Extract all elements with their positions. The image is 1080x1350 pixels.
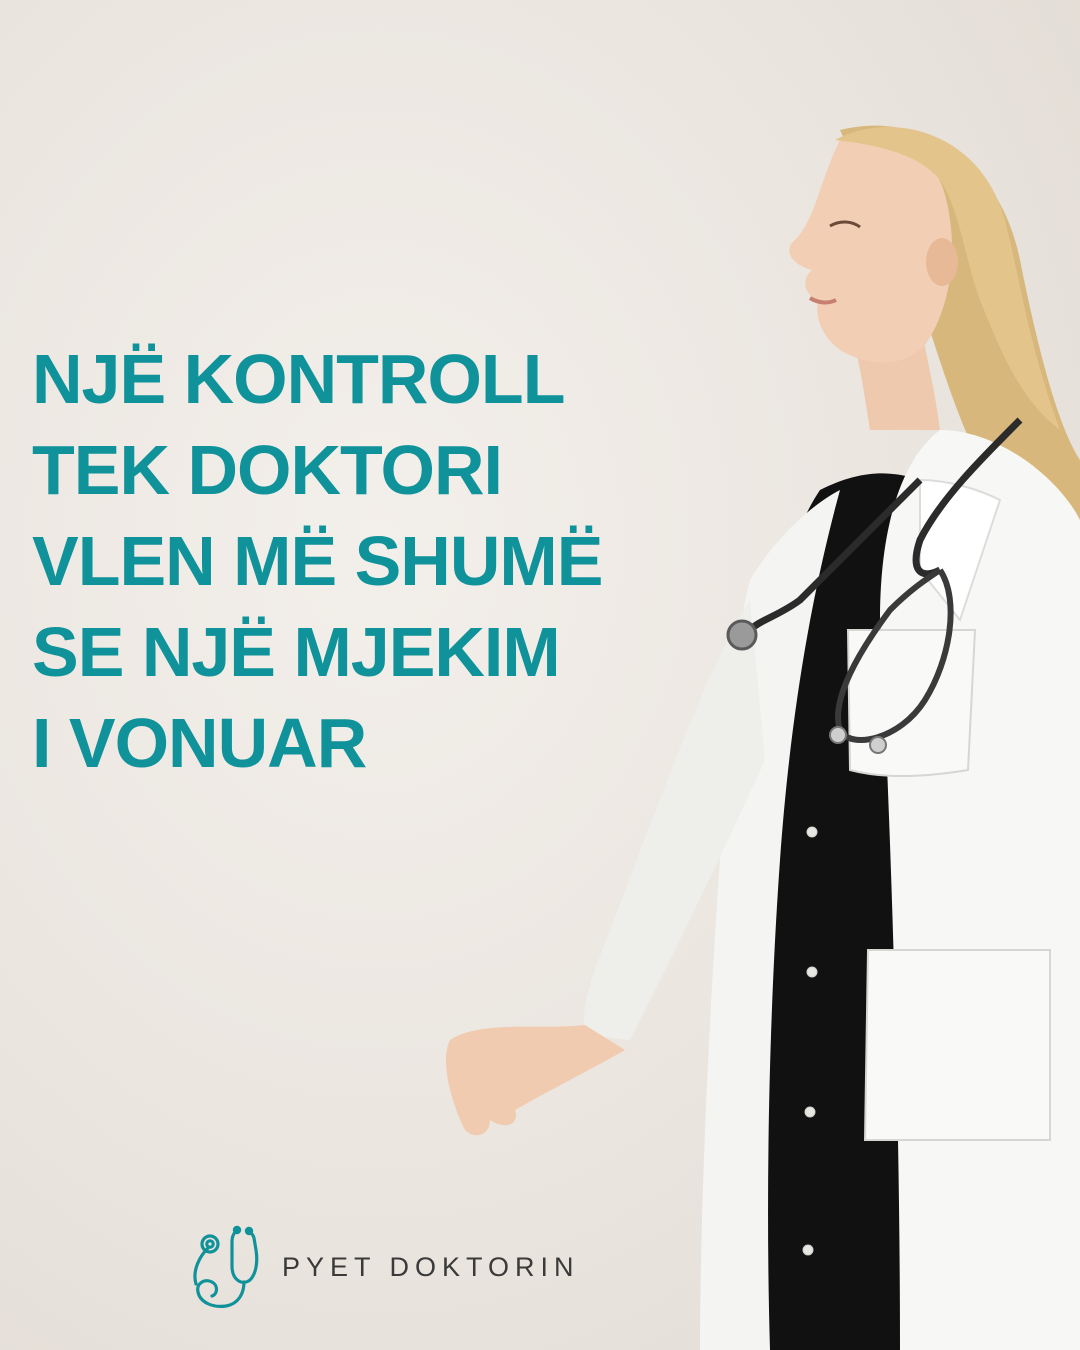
headline-line: SE NJË MJEKIM xyxy=(32,613,560,691)
headline xyxy=(32,334,632,789)
stethoscope-icon xyxy=(178,1222,268,1312)
brand-logo-block xyxy=(178,1222,580,1312)
headline-line: NJË KONTROLL xyxy=(32,340,565,418)
headline-line: VLEN MË SHUMË xyxy=(32,522,603,600)
headline-line: TEK DOKTORI xyxy=(32,431,502,509)
brand-name: PYET DOKTORIN xyxy=(282,1251,580,1282)
headline-line: I VONUAR xyxy=(32,704,367,782)
